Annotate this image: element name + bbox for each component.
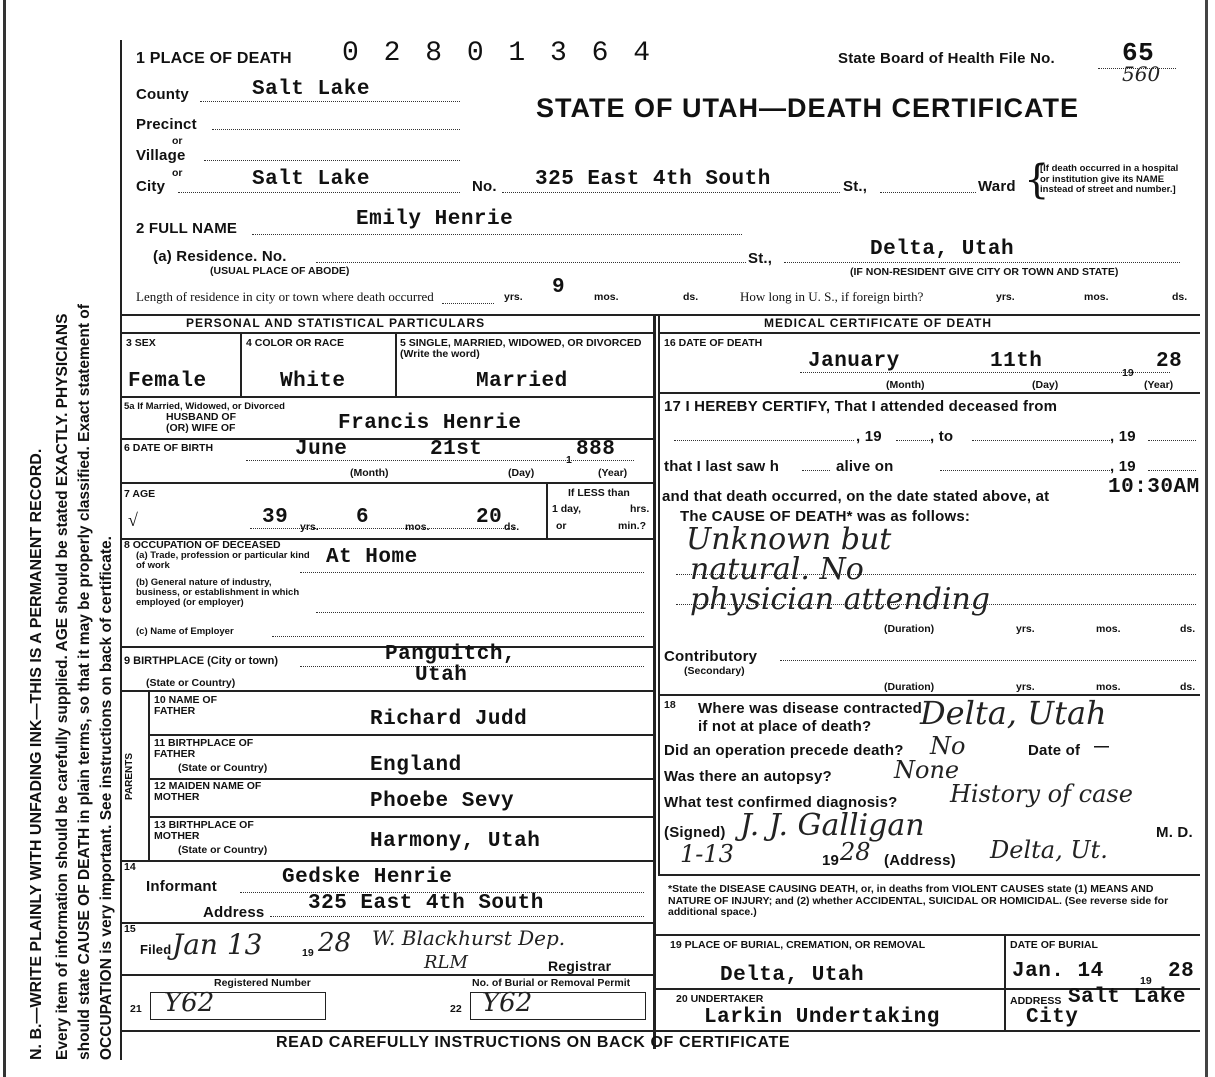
certify-year-b: , 19 [1110, 428, 1136, 445]
duration-caption: (Duration) [884, 681, 935, 693]
column-divider [653, 314, 656, 1049]
secondary-caption: (Secondary) [684, 665, 745, 677]
cause-line-3: physician attending [690, 582, 990, 617]
alive-on-text: alive on [836, 458, 894, 475]
informant-label: Informant [146, 878, 217, 895]
undertaker-address-line-2: City [1026, 1006, 1079, 1029]
wife-of-label: (OR) WIFE OF [166, 422, 236, 434]
spouse-value: Francis Henrie [338, 412, 522, 435]
full-name-value: Emily Henrie [356, 208, 514, 231]
certificate-title: STATE OF UTAH—DEATH CERTIFICATE [536, 93, 1079, 123]
signature-year: 28 [840, 838, 871, 866]
side-note-4: OCCUPATION is very important. See instructions on back of certificate. [98, 536, 115, 1060]
certify-text: 17 I HEREBY CERTIFY, That I attended deceased from [664, 398, 1058, 415]
precinct-label: Precinct [136, 116, 197, 133]
employer-label: (c) Name of Employer [136, 626, 234, 637]
county-label: County [136, 86, 189, 103]
file-number-label: State Board of Health File No. [838, 50, 1055, 67]
physician-signature: J. J. Galligan [740, 808, 925, 843]
burial-year-prefix: 19 [1140, 975, 1152, 987]
occupation-a-label: (a) Trade, profession or particular kind of work [136, 550, 310, 571]
or-label: or [556, 520, 567, 532]
residence-st-label: St., [748, 250, 773, 267]
check-mark-icon: √ [128, 510, 138, 530]
dob-label: 6 DATE OF BIRTH [124, 442, 214, 454]
file-number: 65 [1122, 38, 1155, 68]
state-country-caption: (State or Country) [178, 844, 268, 856]
field-18-number: 18 [664, 699, 676, 711]
death-time: 10:30AM [1108, 476, 1200, 499]
race-label: 4 COLOR OR RACE [246, 337, 345, 349]
last-saw-year: , 19 [1110, 458, 1136, 475]
signature-address-label: (Address) [884, 852, 956, 869]
field-22-number: 22 [450, 1003, 462, 1015]
min-caption: min.? [618, 520, 646, 532]
date-of-value: — [1094, 738, 1110, 755]
informant-address: 325 East 4th South [308, 892, 544, 915]
ds-caption: ds. [1180, 623, 1196, 635]
mother-birthplace-label: 13 BIRTHPLACE OF MOTHER [154, 819, 254, 842]
footer-rule [120, 1030, 1200, 1032]
death-month: January [808, 350, 900, 373]
birthplace-state: Utah [415, 664, 468, 687]
state-country-caption: (State or Country) [178, 762, 268, 774]
certify-year-a: , 19 [856, 428, 882, 445]
ward-note: [If death occurred in a hospital or institution give its NAME instead of street and number.] [1040, 163, 1179, 195]
spouse-label: 5a If Married, Widowed, or Divorced [124, 401, 285, 412]
date-of-label: Date of [1028, 742, 1081, 759]
residence-value: Delta, Utah [870, 238, 1015, 261]
last-saw-text: that I last saw h [664, 458, 780, 475]
mos-caption: mos. [405, 521, 430, 533]
age-label: 7 AGE [124, 488, 156, 500]
month-caption: (Month) [350, 467, 389, 479]
filed-year-prefix: 19 [302, 947, 314, 959]
death-occurred-text: and that death occurred, on the date stated above, at [662, 488, 1050, 505]
mos-caption: mos. [1096, 623, 1121, 635]
street-no-label: No. [472, 178, 497, 195]
test-value: History of case [950, 780, 1133, 808]
year-caption: (Year) [598, 467, 628, 479]
birthplace-sub-label: (State or Country) [146, 677, 236, 689]
cause-line-1: Unknown but [686, 522, 892, 557]
father-birthplace: England [370, 754, 462, 777]
signature-year-prefix: 19 [822, 852, 840, 869]
day-caption: (Day) [508, 467, 535, 479]
ward-label: Ward [978, 178, 1016, 195]
yrs-caption: yrs. [1016, 681, 1035, 693]
mother-birthplace: Harmony, Utah [370, 830, 541, 853]
registrar-signature: W. Blackhurst Dep. [372, 926, 566, 950]
occupation-label: 8 OCCUPATION OF DECEASED [124, 539, 281, 551]
length-of-residence-label: Length of residence in city or town where death occurred [136, 289, 434, 304]
filed-date: Jan 13 [172, 928, 263, 961]
burial-date-label: DATE OF BURIAL [1010, 939, 1098, 951]
where-contracted-value: Delta, Utah [920, 694, 1107, 732]
dob-year: 888 [576, 438, 616, 461]
column-divider-inner [658, 314, 660, 874]
ds-caption: ds. [504, 521, 520, 533]
ds-caption: ds. [1172, 291, 1188, 303]
contributory-label: Contributory [664, 648, 758, 665]
filed-year: 28 [318, 928, 352, 958]
brace-icon: { [1024, 157, 1050, 203]
residence-months: 9 [552, 276, 566, 299]
side-note-3: should state CAUSE OF DEATH in plain terms, so that it may be properly classified. Exact statement of [76, 304, 93, 1060]
informant-address-label: Address [203, 904, 265, 921]
village-label: Village [136, 147, 186, 164]
where-contracted-label: Where was disease contracted [698, 700, 923, 717]
informant-value: Gedske Henrie [282, 866, 453, 889]
medical-heading: MEDICAL CERTIFICATE OF DEATH [764, 316, 992, 330]
mos-caption: mos. [594, 291, 619, 303]
field-15-number: 15 [124, 923, 136, 935]
duration-caption: (Duration) [884, 623, 935, 635]
hrs-caption: hrs. [630, 503, 650, 515]
street-suffix-label: St., [843, 178, 868, 195]
certify-to: , to [930, 428, 954, 445]
signature-date: 1-13 [680, 840, 734, 868]
operation-value: No [930, 732, 966, 760]
mother-name-label: 12 MAIDEN NAME OF MOTHER [154, 780, 262, 803]
cause-line-2: natural. No [690, 552, 864, 587]
footer-instructions: READ CAREFULLY INSTRUCTIONS ON BACK OF CERTIFICATE [276, 1034, 791, 1051]
footnote: *State the DISEASE CAUSING DEATH, or, in deaths from VIOLENT CAUSES state (1) MEANS AND NATURE OF INJURY; and (2) whether ACCIDENTAL, SUICIDAL OR HOMICIDAL. (See reverse side for additional space.) [668, 883, 1169, 918]
registrar-label: Registrar [548, 958, 612, 974]
page-right-edge [1205, 0, 1208, 1077]
or-label: or [172, 135, 183, 147]
signed-label: (Signed) [664, 824, 726, 841]
father-name-label: 10 NAME OF FATHER [154, 694, 218, 717]
death-year: 28 [1156, 350, 1183, 373]
undertaker-address-label: ADDRESS [1010, 995, 1062, 1007]
race-value: White [280, 370, 346, 393]
birthplace-label: 9 BIRTHPLACE (City or town) [124, 655, 278, 667]
sex-label: 3 SEX [126, 337, 156, 349]
personal-heading: PERSONAL AND STATISTICAL PARTICULARS [186, 316, 486, 330]
birthplace-city: Panguitch, [385, 643, 517, 666]
date-of-death-label: 16 DATE OF DEATH [664, 337, 763, 349]
dob-year-prefix: 1 [566, 454, 572, 466]
burial-permit-label: No. of Burial or Removal Permit [472, 977, 631, 989]
father-name: Richard Judd [370, 708, 528, 731]
day-caption: (Day) [1032, 379, 1059, 391]
page-left-edge [3, 0, 6, 1077]
county-value: Salt Lake [252, 78, 370, 101]
death-day: 11th [990, 350, 1043, 373]
signature-address: Delta, Ut. [990, 836, 1108, 864]
less-than-label: If LESS than [568, 487, 630, 499]
file-number-handwritten: 560 [1122, 62, 1161, 86]
death-year-prefix: 19 [1122, 367, 1134, 379]
dob-day: 21st [430, 438, 483, 461]
year-caption: (Year) [1144, 379, 1174, 391]
full-name-label: 2 FULL NAME [136, 220, 238, 237]
or-label: or [172, 167, 183, 179]
us-residence-label: How long in U. S., if foreign birth? [740, 289, 924, 304]
burial-permit-number: Y62 [482, 988, 533, 1018]
nonresident-note: (IF NON-RESIDENT GIVE CITY OR TOWN AND STATE) [850, 266, 1119, 278]
occupation-b-label: (b) General nature of industry, business, or establishment in which employed (or employer) [136, 577, 300, 608]
registrar-initials: RLM [424, 952, 468, 973]
yrs-caption: yrs. [1016, 623, 1035, 635]
city-value: Salt Lake [252, 168, 370, 191]
father-birthplace-label: 11 BIRTHPLACE OF FATHER [154, 737, 254, 760]
dob-month: June [295, 438, 348, 461]
sex-value: Female [128, 370, 207, 393]
md-label: M. D. [1156, 824, 1193, 841]
where-contracted-label-2: if not at place of death? [698, 718, 872, 735]
undertaker-value: Larkin Undertaking [704, 1006, 940, 1029]
side-note-2: Every item of information should be carefully supplied. AGE should be stated EXACTLY. PHYSICIANS [54, 313, 71, 1060]
yrs-caption: yrs. [300, 521, 319, 533]
filed-label: Filed [140, 942, 172, 957]
parents-label: PARENTS [124, 752, 135, 800]
age-days: 20 [476, 506, 503, 529]
marital-value: Married [476, 370, 568, 393]
burial-place: Delta, Utah [720, 964, 865, 987]
registered-number-label: Registered Number [214, 977, 311, 989]
test-label: What test confirmed diagnosis? [664, 794, 898, 811]
mother-name: Phoebe Sevy [370, 790, 515, 813]
side-note-1: N. B.—WRITE PLAINLY WITH UNFADING INK—THIS IS A PERMANENT RECORD. [28, 448, 45, 1060]
certificate-number: 0 2 8 0 1 3 6 4 [342, 38, 655, 69]
autopsy-value: None [894, 756, 960, 784]
burial-year: 28 [1168, 960, 1195, 983]
undertaker-label: 20 UNDERTAKER [676, 993, 764, 1005]
cause-label: The CAUSE OF DEATH* was as follows: [680, 508, 971, 525]
yrs-caption: yrs. [504, 291, 523, 303]
street-value: 325 East 4th South [535, 168, 771, 191]
occupation-value: At Home [326, 546, 418, 569]
residence-label: (a) Residence. No. [153, 248, 287, 265]
one-day-label: 1 day, [552, 503, 581, 515]
field-14-number: 14 [124, 861, 136, 873]
mos-caption: mos. [1084, 291, 1109, 303]
age-months: 6 [356, 506, 370, 529]
field-21-number: 21 [130, 1003, 142, 1015]
residence-sub-label: (USUAL PLACE OF ABODE) [210, 265, 350, 277]
side-instructions [10, 180, 120, 1060]
mos-caption: mos. [1096, 681, 1121, 693]
husband-of-label: HUSBAND OF [166, 411, 236, 423]
operation-label: Did an operation precede death? [664, 742, 904, 759]
burial-place-label: 19 PLACE OF BURIAL, CREMATION, OR REMOVAL [670, 939, 926, 951]
registered-number: Y62 [164, 988, 215, 1018]
autopsy-label: Was there an autopsy? [664, 768, 832, 785]
ds-caption: ds. [683, 291, 699, 303]
ds-caption: ds. [1180, 681, 1196, 693]
month-caption: (Month) [886, 379, 925, 391]
undertaker-address-line-1: Salt Lake [1068, 986, 1186, 1009]
yrs-caption: yrs. [996, 291, 1015, 303]
age-years: 39 [262, 506, 289, 529]
form-left-border [120, 40, 122, 1060]
marital-label: 5 SINGLE, MARRIED, WIDOWED, OR DIVORCED (Write the word) [400, 337, 642, 360]
city-label: City [136, 178, 166, 195]
burial-date: Jan. 14 [1012, 960, 1104, 983]
place-of-death-label: 1 PLACE OF DEATH [136, 50, 292, 67]
